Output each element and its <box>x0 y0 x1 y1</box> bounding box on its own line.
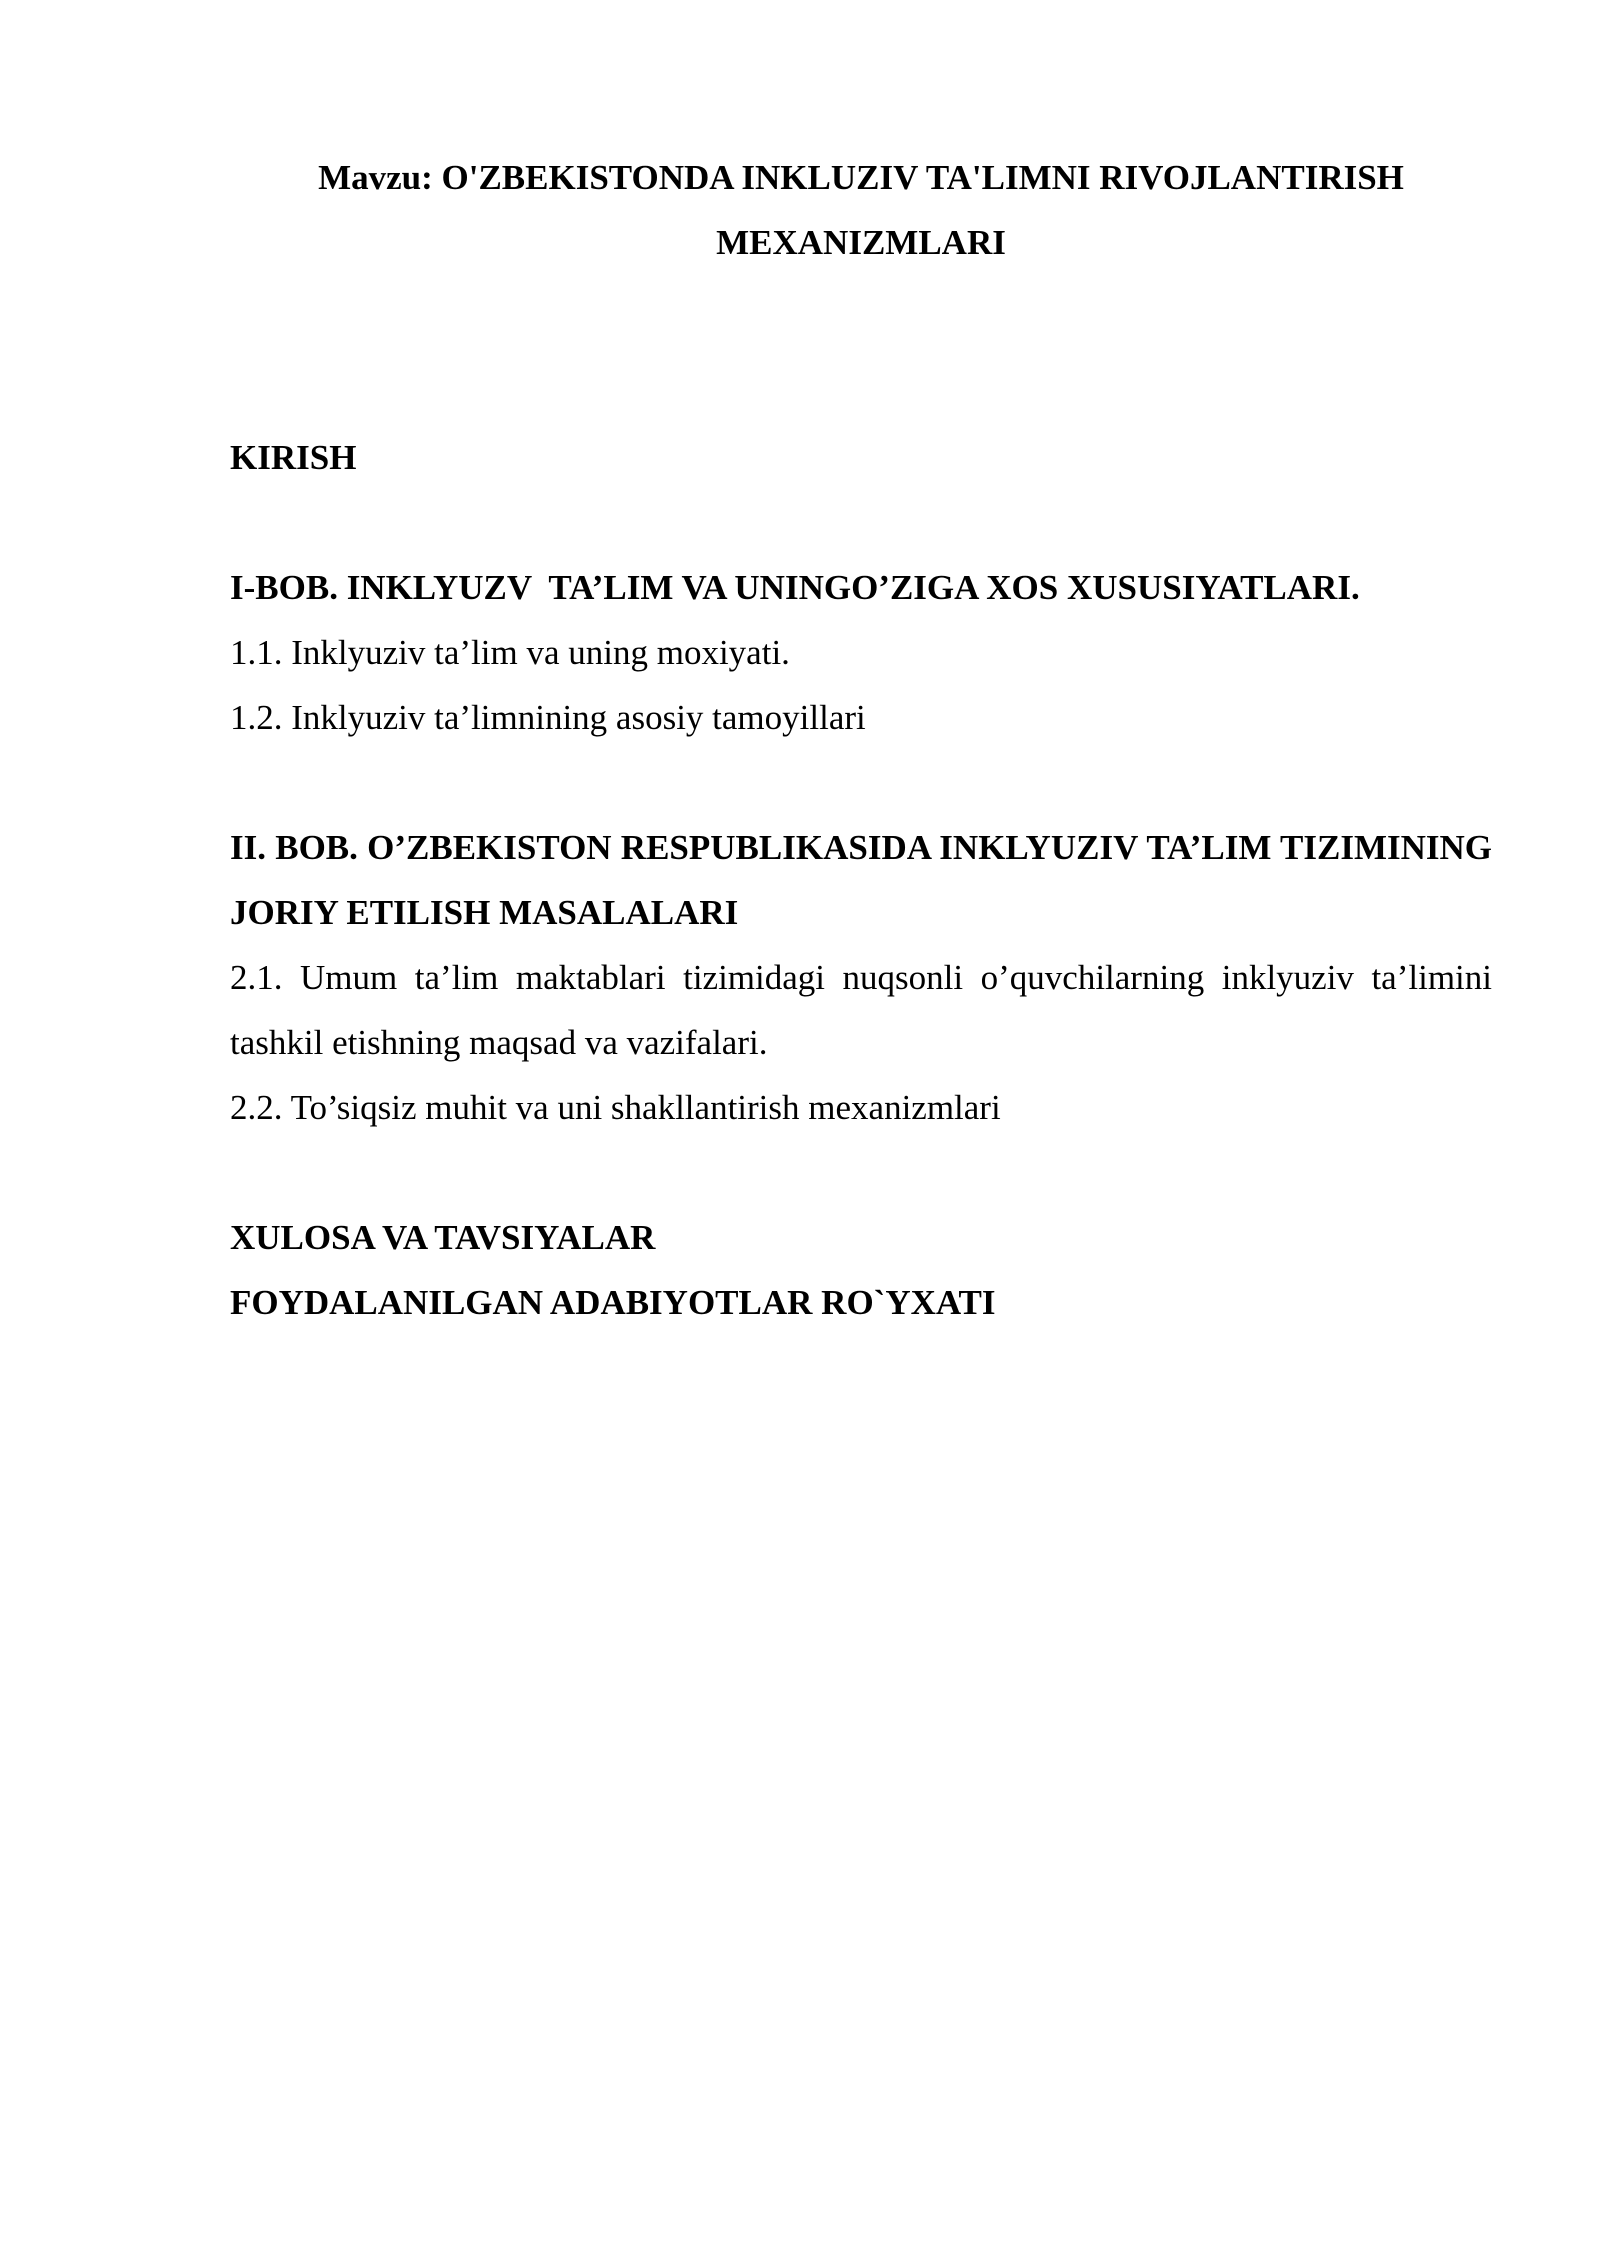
table-of-contents <box>230 145 1492 1335</box>
toc-references: FOYDALANILGAN ADABIYOTLAR RO`YXATI <box>230 1283 996 1322</box>
toc-section-2-2: 2.2. To’siqsiz muhit va uni shakllantirish mexanizmlari <box>230 1088 1001 1127</box>
toc-conclusion: XULOSA VA TAVSIYALAR <box>230 1218 656 1257</box>
toc-chapter-1-heading: I-BOB. INKLYUZV TA’LIM VA UNINGO’ZIGA XOS XUSUSIYATLARI. <box>230 568 1360 607</box>
toc-chapter-2-heading: II. BOB. O’ZBEKISTON RESPUBLIKASIDA INKLYUZIV TA’LIM TIZIMINING JORIY ETILISH MASALALARI <box>230 828 1492 932</box>
toc-section-1-1: 1.1. Inklyuziv ta’lim va uning moxiyati. <box>230 633 790 672</box>
toc-introduction: KIRISH <box>230 438 357 477</box>
document-title: Mavzu: O'ZBEKISTONDA INKLUZIV TA'LIMNI RIVOJLANTIRISH MEXANIZMLARI <box>318 158 1404 262</box>
toc-section-1-2: 1.2. Inklyuziv ta’limnining asosiy tamoyillari <box>230 698 866 737</box>
toc-section-2-1: 2.1. Umum ta’lim maktablari tizimidagi nuqsonli o’quvchilarning inklyuziv ta’limini tashkil etishning maqsad va vazifalari. <box>230 958 1492 1062</box>
